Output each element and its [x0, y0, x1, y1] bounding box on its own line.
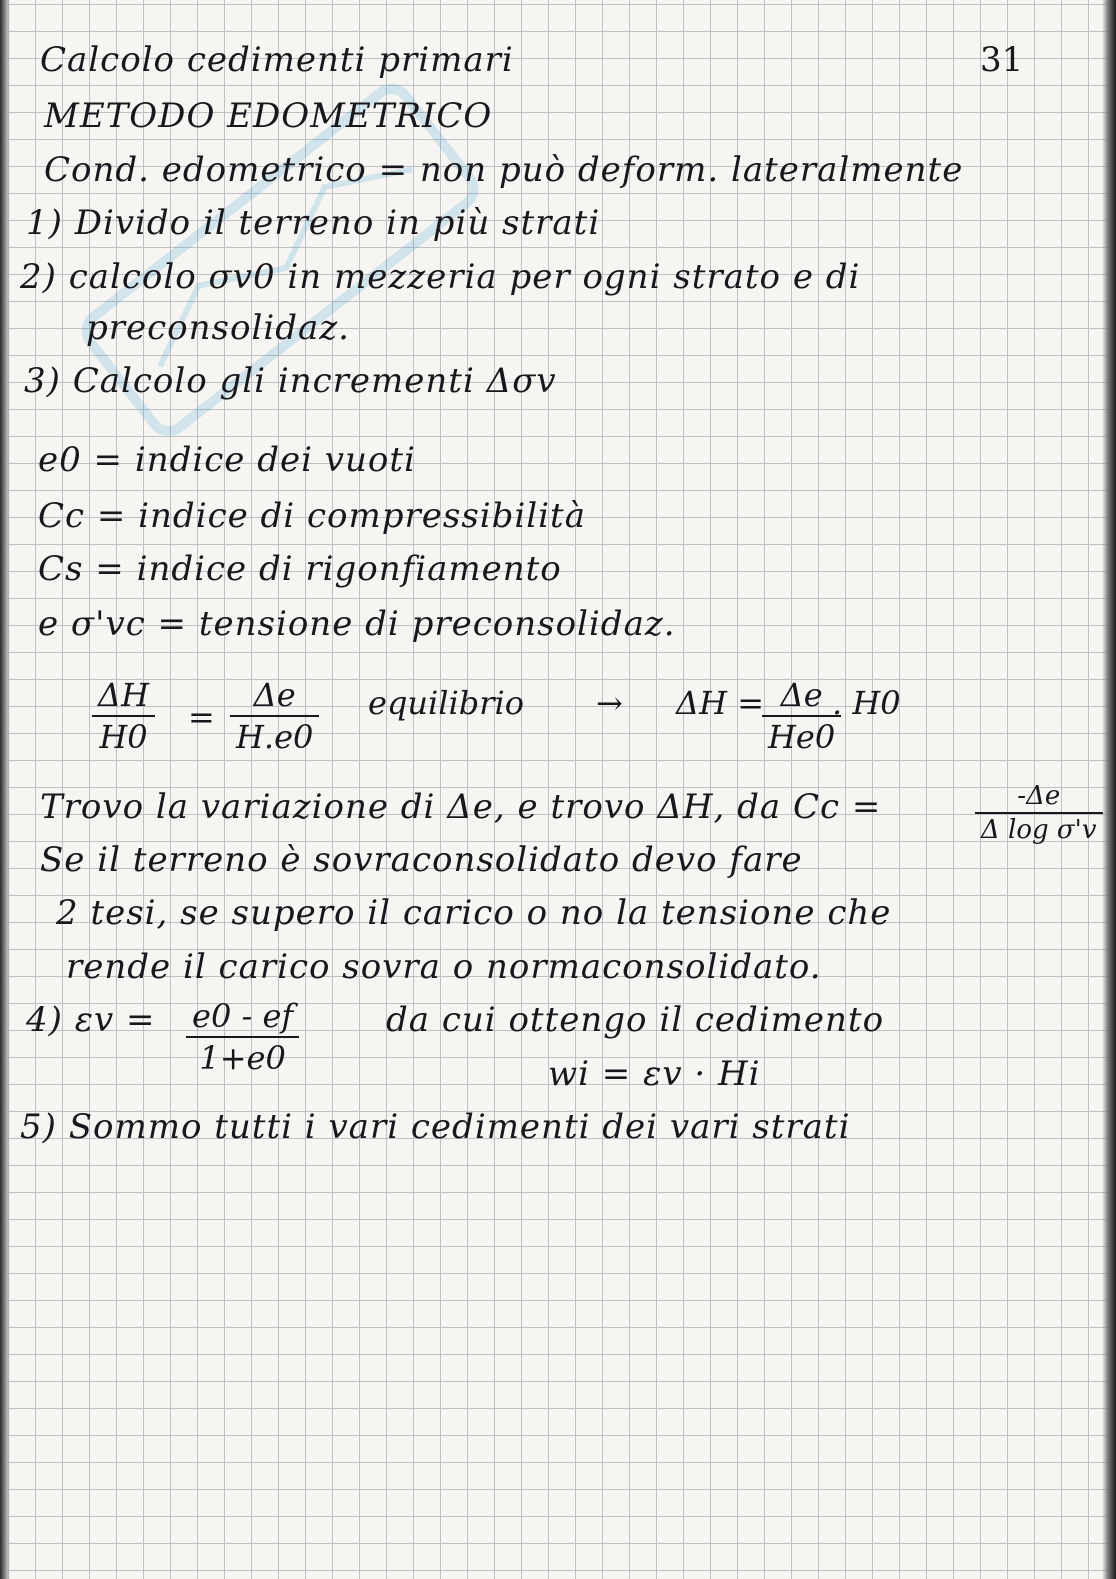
fraction-result — [762, 675, 841, 757]
fraction-dh-h0 — [92, 675, 155, 757]
page-title: Calcolo cedimenti primari — [40, 40, 514, 80]
step-4-formula: wi = εv · Hi — [548, 1054, 761, 1094]
fraction-numerator: Δe — [253, 676, 296, 714]
fraction-denominator: He0 — [768, 718, 836, 756]
fraction-denominator: Δ log σ'v — [981, 815, 1097, 845]
fraction-numerator: ΔH — [98, 676, 150, 714]
step-2: 2) calcolo σv0 in mezzeria per ogni strato e di — [20, 257, 861, 297]
paragraph-line-3: 2 tesi, se supero il carico o no la tensione che — [56, 893, 892, 933]
arrow-icon: → — [596, 684, 623, 722]
definition-cs: Cs = indice di rigonfiamento — [38, 549, 562, 589]
step-4-prefix: 4) εv = — [26, 1000, 156, 1040]
fraction-de-he0 — [230, 675, 319, 757]
fraction-strain — [186, 996, 299, 1078]
step-5: 5) Sommo tutti i vari cedimenti dei vari strati — [20, 1107, 851, 1147]
page-left-edge — [0, 0, 10, 1579]
paragraph-line-2: Se il terreno è sovraconsolidato devo fare — [40, 840, 803, 880]
page-right-edge — [1102, 0, 1116, 1579]
page-subtitle: METODO EDOMETRICO — [44, 96, 493, 136]
equilibrium-label: equilibrio — [368, 684, 525, 722]
fraction-denominator: H0 — [99, 718, 148, 756]
step-2-continued: preconsolidaz. — [86, 308, 350, 348]
fraction-numerator: -Δe — [1017, 781, 1061, 811]
definition-sigma-vc: e σ'vc = tensione di preconsolidaz. — [38, 604, 676, 644]
result-tail: . H0 — [832, 684, 901, 722]
definition-cc: Cc = indice di compressibilità — [38, 496, 586, 536]
equals-sign: = — [188, 698, 215, 736]
step-3: 3) Calcolo gli incrementi Δσv — [24, 361, 557, 401]
condition-line: Cond. edometrico = non può deform. lateralmente — [44, 150, 964, 190]
fraction-cc — [975, 780, 1103, 846]
definition-e0: e0 = indice dei vuoti — [38, 440, 416, 480]
page-number: 31 — [980, 40, 1024, 80]
fraction-numerator: Δe — [780, 676, 823, 714]
fraction-numerator: e0 - ef — [192, 997, 294, 1035]
fraction-denominator: H.e0 — [236, 718, 314, 756]
delta-h-result: ΔH = — [676, 684, 764, 722]
step-4-text: da cui ottengo il cedimento — [386, 1000, 885, 1040]
paragraph-line-4: rende il carico sovra o normaconsolidato. — [66, 947, 822, 987]
paragraph-line-1: Trovo la variazione di Δe, e trovo ΔH, da Cc = — [40, 787, 882, 827]
step-1: 1) Divido il terreno in più strati — [26, 203, 601, 243]
fraction-denominator: 1+e0 — [199, 1039, 286, 1077]
